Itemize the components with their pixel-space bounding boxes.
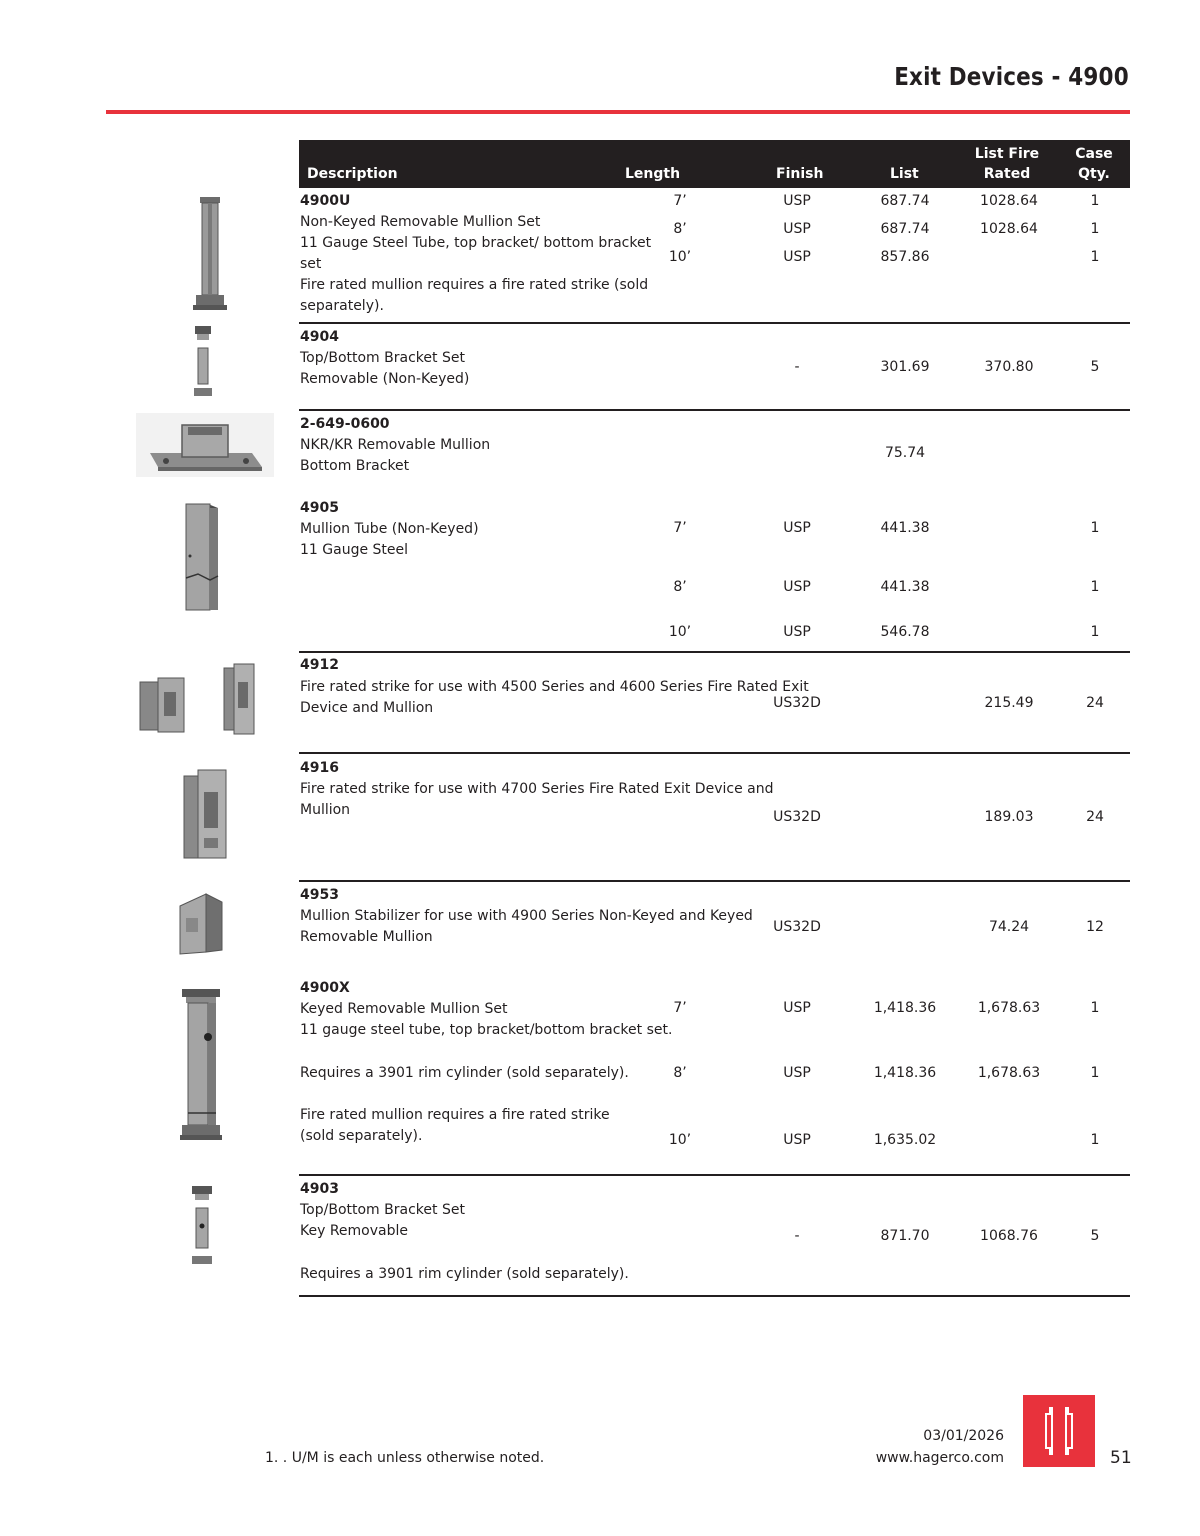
title-rule (106, 110, 1130, 114)
hager-logo (1023, 1395, 1095, 1467)
page-title: Exit Devices - 4900 (894, 62, 1129, 91)
keyed-mullion-set-image (178, 985, 224, 1147)
fire-price-cell: 74.24 (988, 919, 1030, 935)
mullion-tube-image (182, 500, 222, 614)
table-bottom-rule (299, 1295, 1130, 1297)
finish-cell: USP (783, 520, 811, 536)
product-code: 4912 (300, 657, 339, 673)
qty-cell: 5 (1090, 359, 1100, 375)
fire-strike-image (138, 662, 260, 736)
fire-price-cell: 1028.64 (980, 221, 1038, 237)
finish-cell: USP (783, 624, 811, 640)
list-price-cell: 1,418.36 (873, 1065, 937, 1081)
qty-cell: 5 (1090, 1228, 1100, 1244)
product-description: Top/Bottom Bracket Set Key Removable (300, 1202, 465, 1239)
page-number: 51 (1110, 1448, 1132, 1468)
product-code: 4953 (300, 887, 339, 903)
mullion-set-image (190, 193, 230, 318)
header-list: List (890, 166, 919, 182)
qty-cell: 12 (1086, 919, 1104, 935)
list-price-cell: 1,418.36 (873, 1000, 937, 1016)
footnote: 1. . U/M is each unless otherwise noted. (265, 1450, 545, 1466)
product-note: Requires a 3901 rim cylinder (sold separately). (300, 1065, 629, 1081)
fire-price-cell: 1,678.63 (977, 1065, 1041, 1081)
product-description: Fire rated strike for use with 4700 Series Fire Rated Exit Device and Mullion (300, 781, 774, 818)
finish-cell: USP (783, 579, 811, 595)
footer-website: www.hagerco.com (875, 1450, 1004, 1466)
row-divider (299, 409, 1130, 411)
qty-cell: 1 (1090, 1065, 1100, 1081)
product-description: Fire rated strike for use with 4500 Series and 4600 Series Fire Rated Exit Device and Mullion (300, 679, 809, 716)
length-cell: 10’ (668, 624, 692, 640)
product-description: 11 gauge steel tube, top bracket/bottom bracket set. (300, 1022, 673, 1038)
finish-cell: USP (783, 193, 811, 209)
list-price-cell: 871.70 (880, 1228, 930, 1244)
list-price-cell: 301.69 (880, 359, 930, 375)
finish-cell: USP (783, 221, 811, 237)
product-note: (sold separately). (300, 1128, 423, 1144)
fire-strike-4700-image (182, 768, 230, 862)
qty-cell: 1 (1090, 1132, 1100, 1148)
length-cell: 8’ (673, 579, 687, 595)
length-cell: 7’ (673, 1000, 687, 1016)
list-price-cell: 75.74 (884, 445, 926, 461)
bottom-bracket-image (136, 413, 274, 477)
product-description: Top/Bottom Bracket Set Removable (Non-Keyed) (300, 350, 470, 387)
product-code: 4903 (300, 1181, 339, 1197)
product-note: Fire rated mullion requires a fire rated strike (300, 1107, 610, 1123)
length-cell: 8’ (673, 221, 687, 237)
product-code: 4900X (300, 980, 350, 996)
row-divider (299, 880, 1130, 882)
list-price-cell: 687.74 (880, 221, 930, 237)
row-divider (299, 322, 1130, 324)
product-description: Mullion Tube (Non-Keyed) 11 Gauge Steel (300, 521, 479, 558)
header-case-qty: Case Qty. (1075, 146, 1113, 182)
product-description: Non-Keyed Removable Mullion Set 11 Gauge Steel Tube, top bracket/ bottom bracket set Fire rated mullion requires a fire rated strike (sold separately). (300, 214, 652, 314)
bracket-set-image (190, 324, 216, 400)
product-code: 4904 (300, 329, 339, 345)
row-divider (299, 651, 1130, 653)
finish-cell: USP (783, 249, 811, 265)
finish-cell: US32D (773, 919, 821, 935)
qty-cell: 1 (1090, 249, 1100, 265)
finish-cell: - (794, 359, 800, 375)
list-price-cell: 687.74 (880, 193, 930, 209)
mullion-stabilizer-image (176, 888, 226, 958)
qty-cell: 24 (1086, 809, 1104, 825)
qty-cell: 1 (1090, 520, 1100, 536)
header-length: Length (625, 166, 681, 182)
product-description: Keyed Removable Mullion Set (300, 1001, 508, 1017)
product-code: 4916 (300, 760, 339, 776)
length-cell: 7’ (673, 520, 687, 536)
qty-cell: 1 (1090, 579, 1100, 595)
finish-cell: US32D (773, 695, 821, 711)
fire-price-cell: 1,678.63 (977, 1000, 1041, 1016)
keyed-bracket-set-image (188, 1184, 216, 1270)
qty-cell: 24 (1086, 695, 1104, 711)
length-cell: 7’ (673, 193, 687, 209)
list-price-cell: 857.86 (880, 249, 930, 265)
product-description: Mullion Stabilizer for use with 4900 Series Non-Keyed and Keyed Removable Mullion (300, 908, 753, 945)
product-code: 4900U (300, 193, 351, 209)
fire-price-cell: 215.49 (984, 695, 1034, 711)
product-code: 4905 (300, 500, 339, 516)
fire-price-cell: 1068.76 (980, 1228, 1038, 1244)
product-description: NKR/KR Removable Mullion Bottom Bracket (300, 437, 491, 474)
qty-cell: 1 (1090, 1000, 1100, 1016)
header-description: Description (307, 166, 398, 182)
product-code: 2-649-0600 (300, 416, 390, 432)
finish-cell: US32D (773, 809, 821, 825)
fire-price-cell: 189.03 (984, 809, 1034, 825)
length-cell: 8’ (673, 1065, 687, 1081)
length-cell: 10’ (668, 1132, 692, 1148)
length-cell: 10’ (668, 249, 692, 265)
fire-price-cell: 370.80 (984, 359, 1034, 375)
list-price-cell: 441.38 (880, 579, 930, 595)
product-note: Requires a 3901 rim cylinder (sold separately). (300, 1266, 629, 1282)
qty-cell: 1 (1090, 624, 1100, 640)
footer-date: 03/01/2026 (923, 1428, 1004, 1444)
finish-cell: USP (783, 1065, 811, 1081)
row-divider (299, 752, 1130, 754)
finish-cell: USP (783, 1000, 811, 1016)
list-price-cell: 441.38 (880, 520, 930, 536)
list-price-cell: 546.78 (880, 624, 930, 640)
finish-cell: - (794, 1228, 800, 1244)
qty-cell: 1 (1090, 221, 1100, 237)
row-divider (299, 1174, 1130, 1176)
finish-cell: USP (783, 1132, 811, 1148)
fire-price-cell: 1028.64 (980, 193, 1038, 209)
header-list-fire-rated: List Fire Rated (974, 146, 1040, 182)
qty-cell: 1 (1090, 193, 1100, 209)
header-finish: Finish (776, 166, 824, 182)
list-price-cell: 1,635.02 (873, 1132, 937, 1148)
